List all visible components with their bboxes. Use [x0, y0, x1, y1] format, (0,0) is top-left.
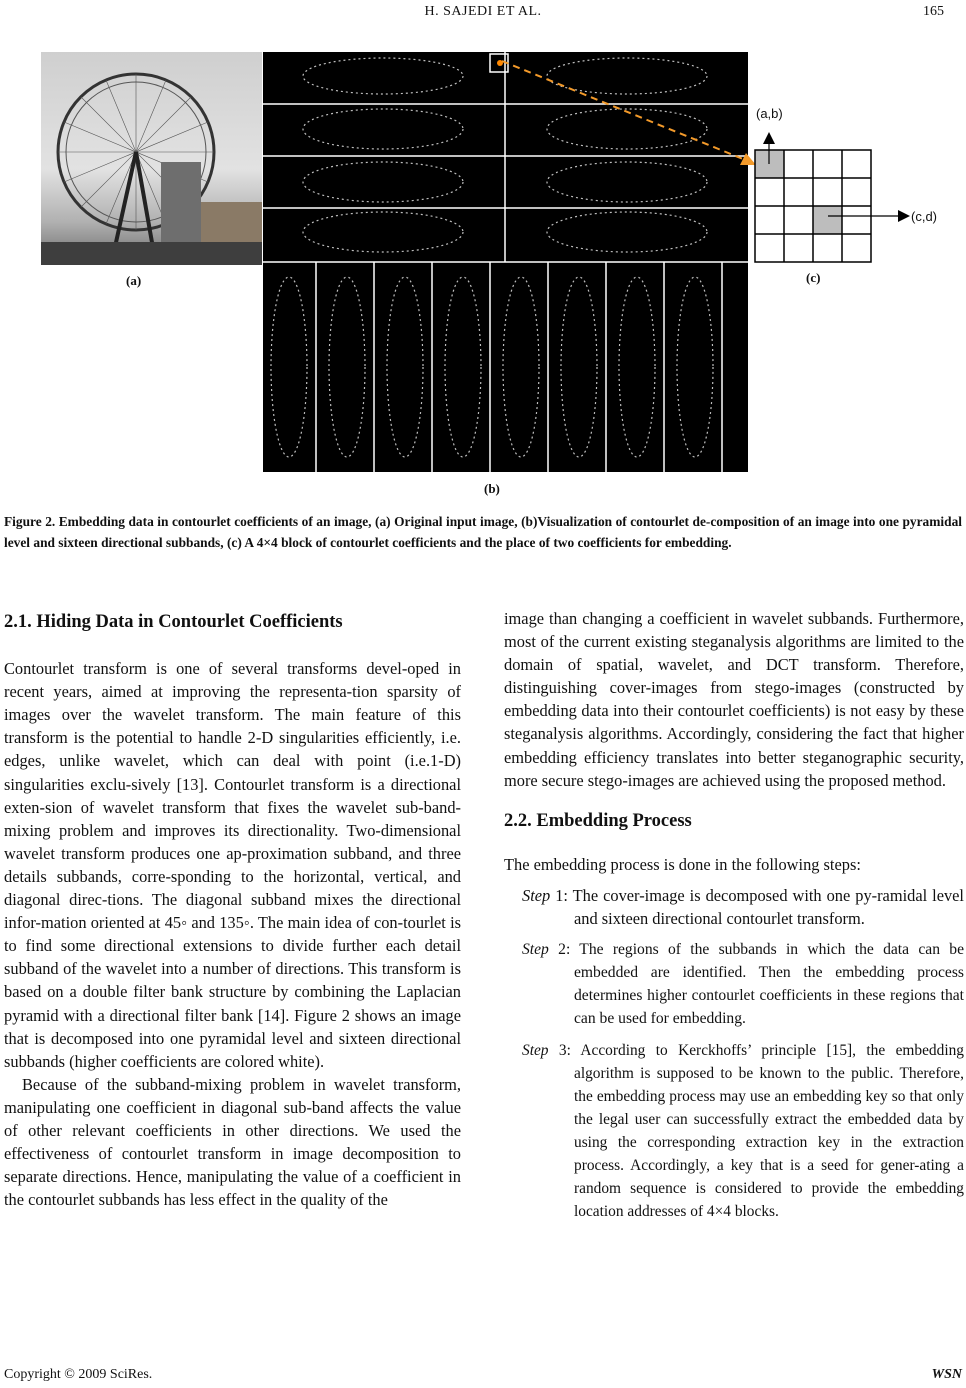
section-heading-2-2: 2.2. Embedding Process [504, 810, 692, 831]
footer-copyright: Copyright © 2009 SciRes. [4, 1367, 153, 1382]
step-word: Step [522, 1041, 549, 1059]
panel-label-c: (c) [806, 270, 821, 285]
panel-label-b: (b) [484, 481, 500, 496]
step-2 [504, 938, 964, 1030]
figure-4x4-block [740, 100, 940, 300]
step-text: : The regions of the subbands in which the data can be embedded are identified. Then the embedding process determines higher contourlet coefficients in these regions that can be used for embedding. [565, 941, 964, 1028]
coefficient-grid [740, 100, 940, 270]
step-text: : According to Kerckhoffs’ principle [15], the embedding algorithm is supposed to be known to the public. Therefore, the embedding process may use an embedding key so that only the legal user can successfully extract the embedded data by using the corresponding extraction key in the extraction process. Accordingly, a key that is a seed for gener-ating a random sequence is considered to provide the embedding location addresses of 4×4 blocks. [566, 1041, 964, 1221]
figure-original-image [41, 52, 262, 265]
step-1 [504, 884, 964, 930]
steps-intro: The embedding process is done in the following steps: [504, 854, 861, 874]
grid-label-ab: (a,b) [756, 106, 783, 121]
step-number: 1 [555, 885, 564, 905]
left-paragraph-2: Because of the subband-mixing problem in wavelet transform, manipulating one coefficient in diagonal sub-band affects the value of other relevant coefficients in other directions. We used the effectiveness of contourlet transform in image decomposition to separate directions. Hence, manipulating the value of a coefficient in the contourlet subbands has less effect in the quality of the [4, 1074, 461, 1210]
left-column [4, 611, 461, 1211]
right-column [504, 607, 964, 1223]
ferris-wheel-illustration [41, 52, 262, 265]
left-paragraph-1: Contourlet transform is one of several transforms devel-oped in recent years, aimed at improving the representa-tion sparsity of images over the wavelet transform. The main feature of this transform is the potential to handle 2-D singularities efficiently, i.e. edges, unlike wavelet, which can deal with point (i.e.1-D) singularities exclu-sively [13]. Contourlet transform is a directional exten-sion of wavelet transform that fixes the wavelet sub-band-mixing problem and improves its directionality. Two-dimensional wavelet transform produces one ap-proximation subband, and three details subbands, corre-sponding to the horizontal, vertical, and diagonal direc-tions. The diagonal subband mixes the directional infor-mation oriented at 45◦ and 135◦. The main idea of con-tourlet is to find some directional extensions to divide further each detail subband of the wavelet into a number of directions. This transform is based on a double filter bank structure by combining the Laplacian pyramid with a directional filter bank [14]. Figure 2 shows an image that is decomposed into one pyramidal level and sixteen directional subbands (higher coefficients are colored white). [4, 659, 461, 1071]
step-text: : The cover-image is decomposed with one py-ramidal level and sixteen directional contourlet transform. [563, 885, 964, 929]
section-heading-2-1: 2.1. Hiding Data in Contourlet Coefficients [4, 612, 343, 632]
dashed-arrow [500, 55, 760, 170]
footer-journal: WSN [931, 1367, 962, 1382]
page-number: 165 [923, 4, 944, 19]
panel-label-a: (a) [126, 273, 142, 288]
step-word: Step [522, 941, 549, 959]
step-word: Step [522, 885, 551, 905]
right-paragraph-1: image than changing a coefficient in wavelet subbands. Furthermore, most of the current existing steganalysis algorithms are limited to the domain of spatial, wavelet, and DCT transform. Therefore, distinguishing cover-images from stego-images (constructed by embedding data into their contourlet coefficients) is not easy by these steganalysis algorithms. Accordingly, considering the fact that higher embedding efficiency translates into better steganographic security, more secure stego-images are achieved using the proposed method. [504, 609, 964, 790]
step-number: 3 [558, 1041, 567, 1059]
running-header: H. SAJEDI ET AL. [424, 4, 542, 19]
step-3 [504, 1039, 964, 1224]
step-number: 2 [558, 941, 566, 959]
grid-label-cd: (c,d) [911, 209, 937, 224]
figure-caption: Figure 2. Embedding data in contourlet coefficients of an image, (a) Original input image, (b)Visualization of contourlet de-composition of an image into one pyramidal level and sixteen directional subbands, (c) A 4×4 block of contourlet coefficients and the place of two coefficients for embedding. [4, 514, 962, 550]
